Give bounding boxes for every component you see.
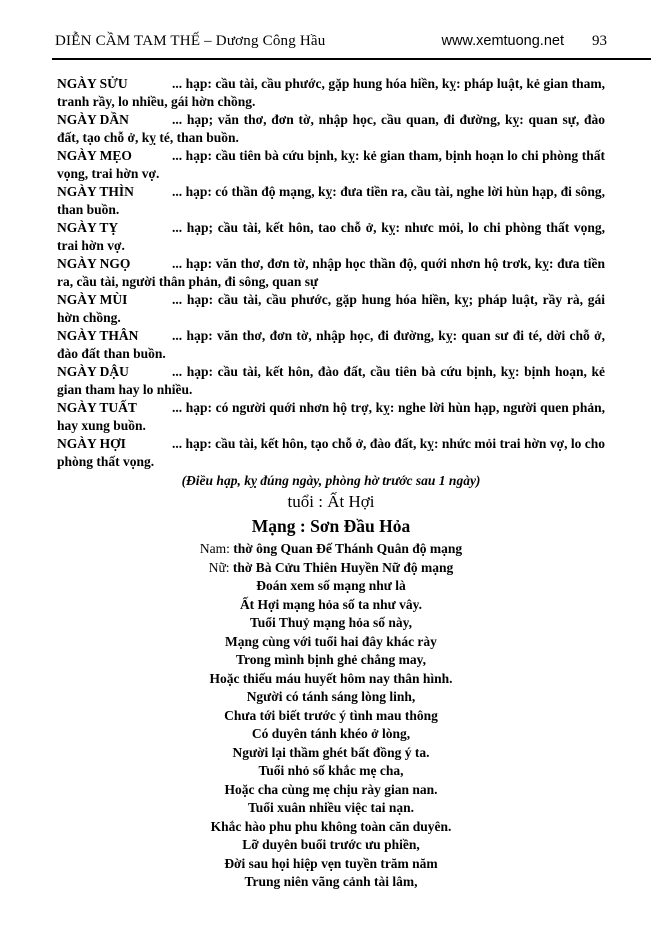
nu-line	[57, 558, 605, 577]
day-text: ... hạp: cầu tài, cầu phước, gặp hung hóa hiền, kỵ; pháp luật, rầy rà, gái hờn chồng.	[57, 292, 605, 325]
header-right-group	[441, 33, 607, 50]
day-entry	[57, 219, 605, 255]
day-entries	[57, 75, 605, 471]
note-line: (Điều hạp, kỵ đúng ngày, phòng hờ trước sau 1 ngày)	[181, 473, 481, 488]
day-label: NGÀY THÂN	[57, 328, 139, 343]
poem	[57, 577, 605, 892]
poem-line: Hoặc thiếu máu huyết hôm nay thân hình.	[209, 670, 453, 686]
day-text: ... hạp: văn thơ, đơn tờ, nhập học, đi đường, kỵ: quan sư đi té, dời chỗ ở, đào đất than buồn.	[57, 328, 605, 361]
poem-line: Khắc hào phu phu không toàn căn duyên.	[210, 818, 452, 834]
poem-line: Mạng cùng với tuổi hai đây khác rày	[225, 633, 437, 649]
day-entry	[57, 255, 605, 291]
day-text: ... hạp; văn thơ, đơn tờ, nhập học, cầu quan, đi đường, kỵ: quan sự, đào đất, tạo chỗ ở, kỵ té, than buồn.	[57, 112, 605, 145]
poem-line: Người có tánh sáng lòng linh,	[246, 689, 416, 704]
day-entry	[57, 363, 605, 399]
nam-line	[57, 539, 605, 558]
day-label: NGÀY TỴ	[57, 220, 119, 235]
day-text: ... hạp; cầu tài, kết hôn, tao chỗ ở, kỵ: nhưc mỏi, lo chi phòng thất vọng, trai hờn vợ.	[57, 220, 605, 253]
poem-line: Người lại thầm ghét bất đồng ý ta.	[232, 744, 430, 760]
nam-prefix: Nam:	[199, 541, 234, 556]
day-text: ... hạp: có thần độ mạng, kỵ: đưa tiền ra, cầu tài, nghe lời hùn hạp, đi sông, than buồn.	[57, 184, 605, 217]
day-entry	[57, 147, 605, 183]
day-entry	[57, 111, 605, 147]
day-entry	[57, 75, 605, 111]
day-label: NGÀY MẸO	[57, 148, 132, 163]
day-entry	[57, 291, 605, 327]
day-text: ... hạp: cầu tài, cầu phước, gặp hung hóa hiền, kỵ: pháp luật, kẻ gian tham, tranh rầy, lo nhiều, gái hờn chồng.	[57, 76, 605, 109]
day-entry	[57, 399, 605, 435]
day-text: ... hạp: cầu tài, kết hôn, đào đất, cầu tiên bà cứu bịnh, kỵ: bịnh hoạn, kẻ gian tham hay lo nhiều.	[57, 364, 605, 397]
poem-line: Có duyên tánh khéo ở lòng,	[251, 726, 411, 741]
day-label: NGÀY HỢI	[57, 436, 126, 451]
nu-prefix: Nữ:	[208, 560, 233, 575]
day-label: NGÀY NGỌ	[57, 256, 131, 271]
header-rule	[52, 58, 651, 60]
poem-line: Lỡ duyên buổi trước ưu phiền,	[242, 837, 420, 852]
day-entry	[57, 183, 605, 219]
header-title: DIỄN CẦM TAM THẾ – Dương Công Hầu	[55, 33, 326, 49]
nu-text: thờ Bà Cửu Thiên Huyền Nữ độ mạng	[232, 560, 454, 575]
poem-line: Tuổi Thuỷ mạng hỏa số này,	[249, 615, 413, 630]
poem-line: Chưa tới biết trước ý tình mau thông	[224, 707, 438, 723]
day-entry	[57, 435, 605, 471]
day-text: ... hạp: cầu tài, kết hôn, tạo chỗ ở, đào đất, kỵ: nhức mỏi trai hờn vợ, lo cho phòng thất vọng.	[57, 436, 605, 469]
day-label: NGÀY DẬU	[57, 364, 129, 379]
poem-line: Tuổi xuân nhiều việc tai nạn.	[247, 800, 415, 815]
poem-line: Tuổi nhỏ số khắc mẹ cha,	[258, 763, 404, 778]
poem-line: Trong mình bịnh ghẻ chẳng may,	[235, 652, 427, 667]
day-text: ... hạp: có người quới nhơn hộ trợ, kỵ: nghe lời hùn hạp, người quen phản, hay xung buồn.	[57, 400, 605, 433]
day-label: NGÀY DẦN	[57, 112, 129, 127]
header-page-number: 93	[592, 33, 607, 49]
header-website: www.xemtuong.net	[441, 33, 564, 49]
nam-text: thờ ông Quan Đế Thánh Quân độ mạng	[233, 541, 463, 556]
page-header	[55, 33, 607, 50]
age-title: tuổi : Ất Hợi	[287, 492, 375, 511]
day-label: NGÀY SỬU	[57, 76, 128, 91]
poem-line: Ất Hợi mạng hỏa số ta như vây.	[239, 596, 423, 612]
poem-line: Đời sau họi hiệp vẹn tuyền trăm năm	[224, 855, 438, 871]
day-text: ... hạp: cầu tiên bà cứu bịnh, kỵ: kẻ gian tham, bịnh hoạn lo chi phòng thất vọng, trai hờn vợ.	[57, 148, 605, 181]
poem-line: Đoán xem số mạng như là	[256, 578, 406, 593]
page-content	[57, 75, 605, 892]
day-text: ... hạp: văn thơ, đơn tờ, nhập học thần độ, quới nhơn hộ trơk, kỵ: đưa tiền ra, cầu tài, người thân phản, đi sông, quan sự	[57, 256, 605, 289]
poem-line: Trung niên vãng cảnh tài lâm,	[244, 874, 418, 889]
day-label: NGÀY MÙI	[57, 292, 128, 307]
poem-line: Hoặc cha cùng mẹ chịu rày gian nan.	[224, 781, 438, 797]
day-label: NGÀY THÌN	[57, 184, 134, 199]
fortune-section	[57, 471, 605, 892]
mang-title: Mạng : Sơn Đầu Hỏa	[251, 516, 411, 536]
day-label: NGÀY TUẤT	[57, 400, 137, 415]
day-entry	[57, 327, 605, 363]
